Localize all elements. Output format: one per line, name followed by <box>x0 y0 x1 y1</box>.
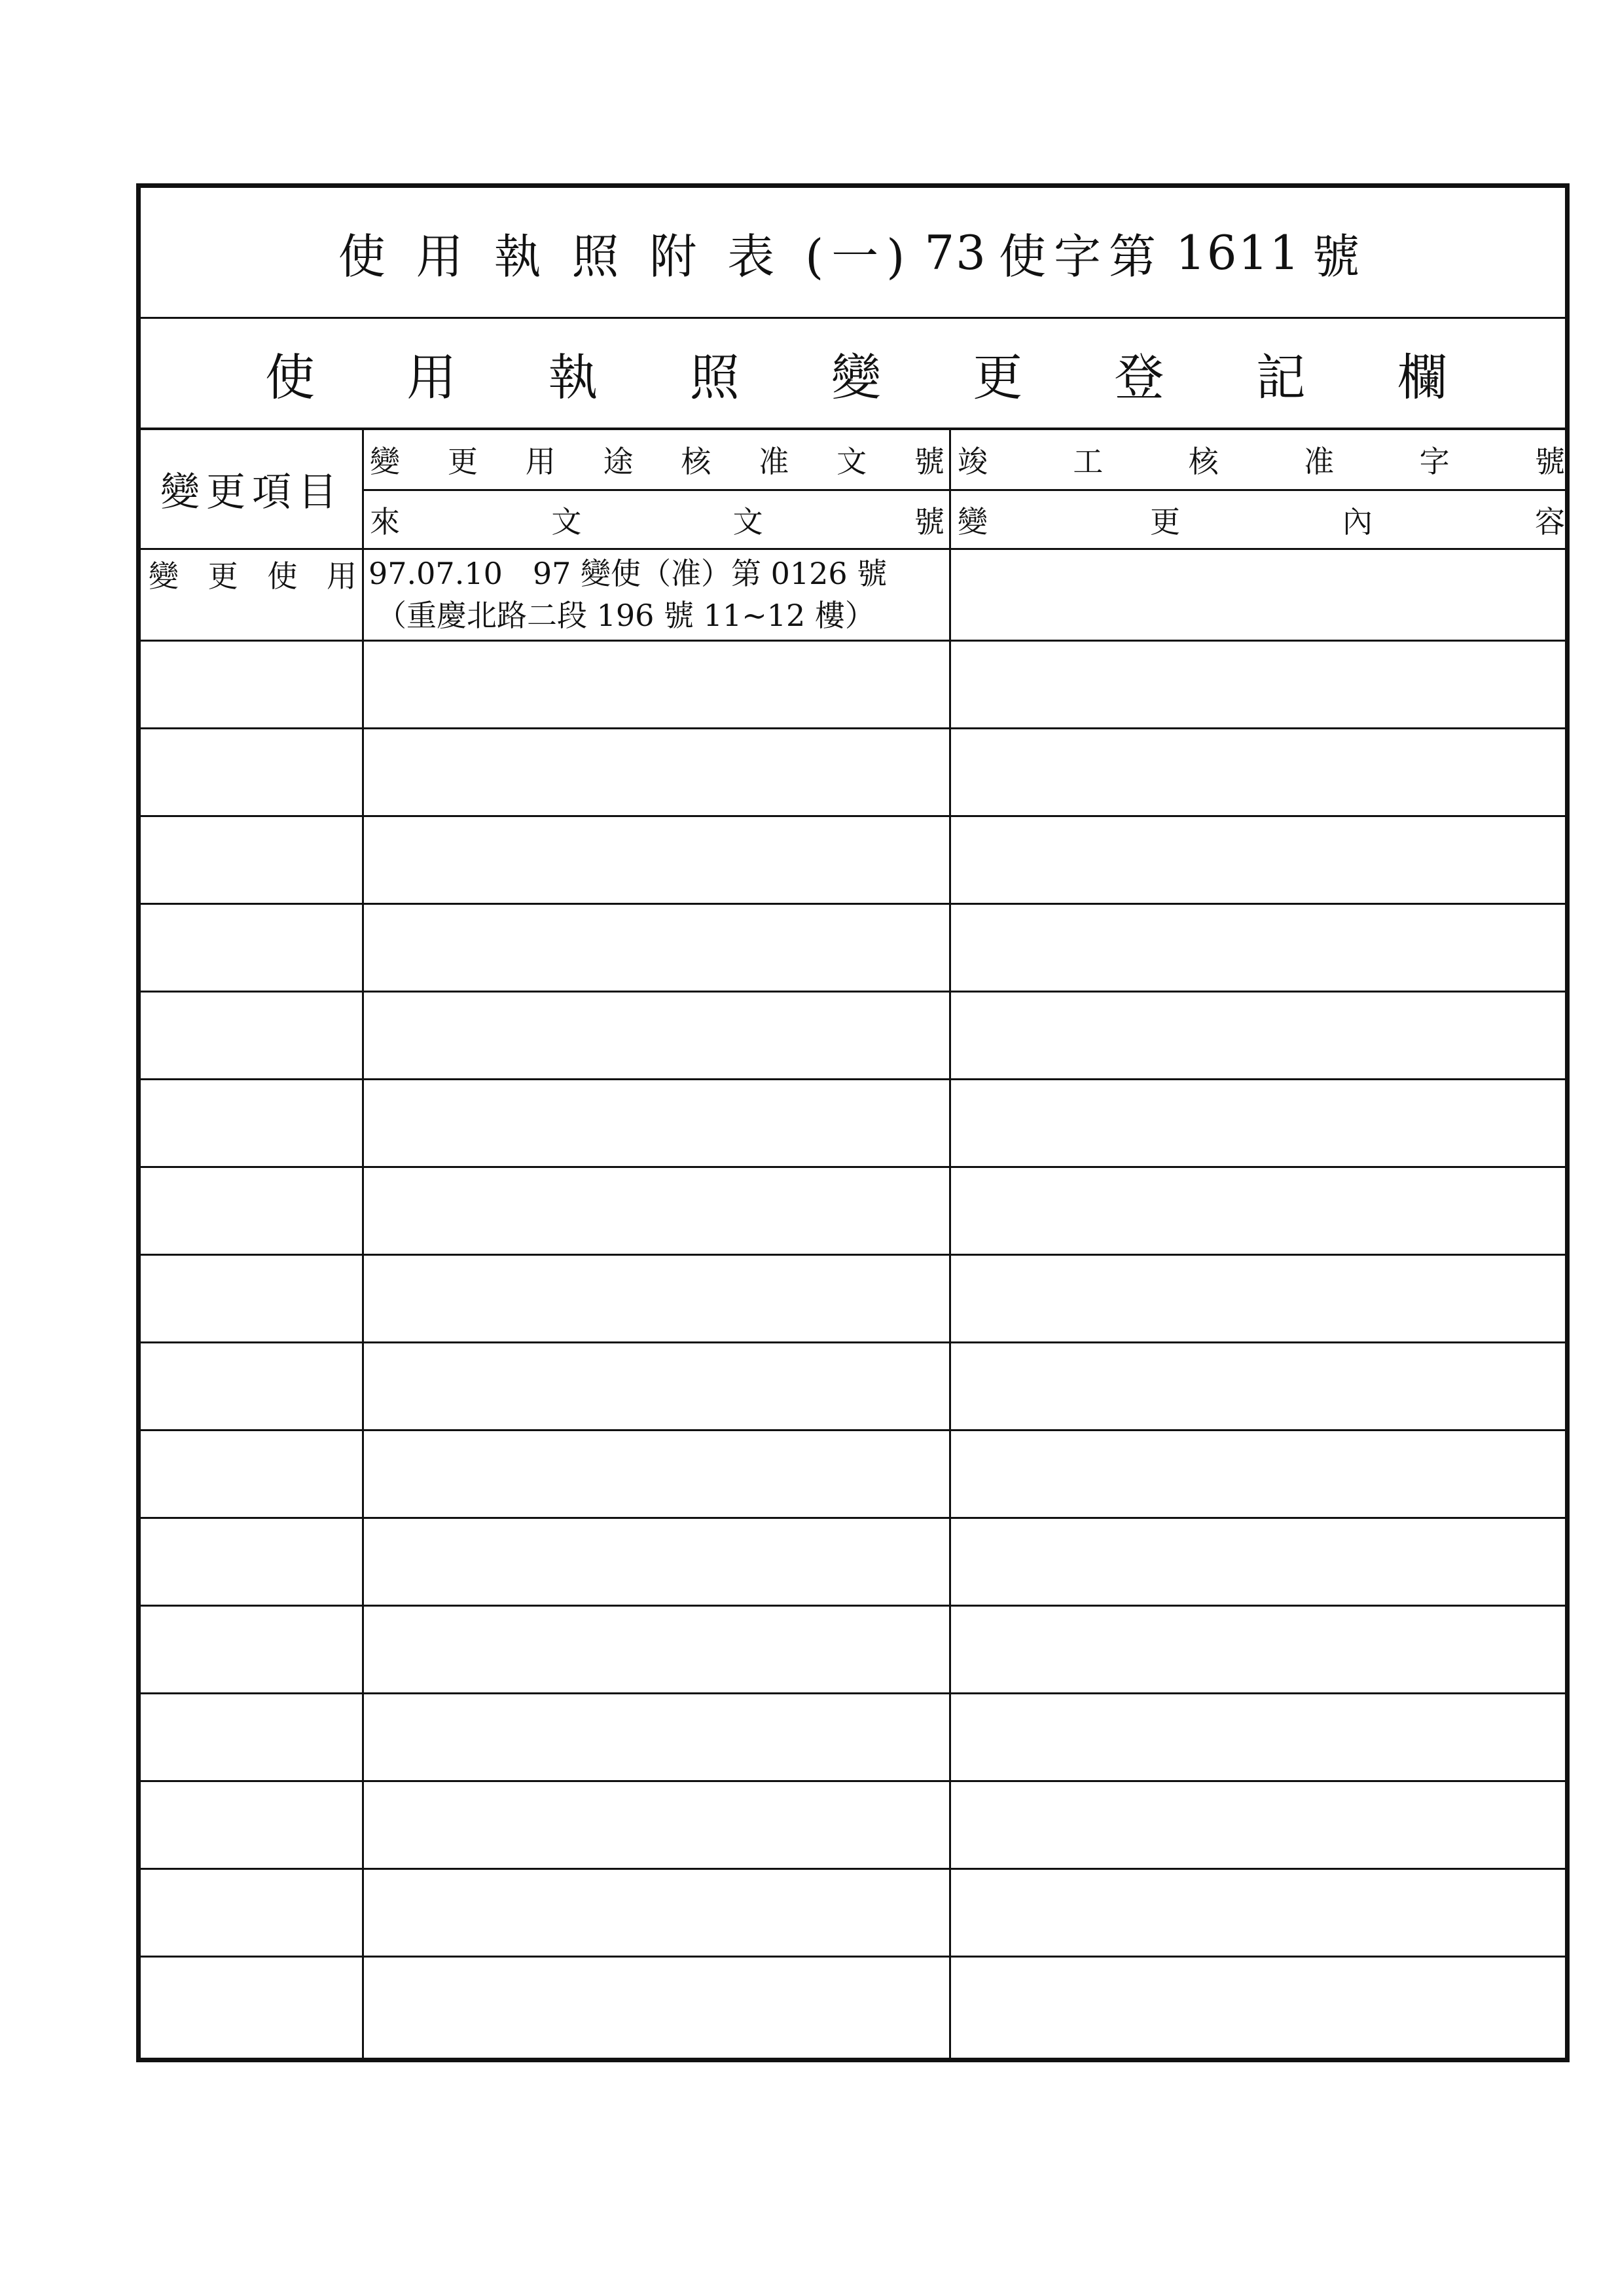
row-separator <box>141 903 1565 905</box>
row-separator <box>141 1956 1565 1958</box>
row-doc-number: 97.07.10 97 變使（准）第 0126 號 <box>369 556 888 591</box>
row-separator <box>141 1692 1565 1694</box>
row-separator <box>141 1780 1565 1782</box>
heading-char: 照 <box>689 348 740 407</box>
heading-char: 用 <box>406 348 457 407</box>
header-change-content <box>958 492 1565 548</box>
header-char: 用 <box>525 444 556 479</box>
header-char: 核 <box>1188 444 1219 479</box>
row-separator <box>141 1429 1565 1431</box>
header-approval-doc-number <box>370 431 944 488</box>
header-char: 號 <box>914 444 944 479</box>
license-year: 73 <box>924 225 987 280</box>
heading-char: 執 <box>548 348 598 407</box>
row-separator <box>141 1166 1565 1168</box>
item-char: 更 <box>207 558 238 594</box>
header-char: 內 <box>1342 504 1373 539</box>
column-divider <box>362 430 364 2058</box>
row-separator <box>141 1078 1565 1080</box>
row-separator <box>141 991 1565 993</box>
header-char: 號 <box>914 504 944 539</box>
header-char: 容 <box>1535 504 1565 539</box>
header-char: 文 <box>732 504 763 539</box>
header-char: 變 <box>958 504 988 539</box>
header-char: 文 <box>551 504 582 539</box>
header-char: 更 <box>447 444 478 479</box>
row-separator <box>141 640 1565 642</box>
heading-char: 變 <box>831 348 881 407</box>
item-char: 用 <box>326 558 357 594</box>
header-char: 工 <box>1073 444 1104 479</box>
header-char: 更 <box>1150 504 1180 539</box>
header-change-item: 變更項目 <box>160 469 344 515</box>
heading-char: 使 <box>265 348 315 407</box>
header-char: 字 <box>1419 444 1450 479</box>
title-suffix: 號 <box>1312 228 1368 284</box>
header-char: 核 <box>681 444 711 479</box>
heading-char: 更 <box>973 348 1023 407</box>
header-divider <box>362 489 1565 491</box>
header-char: 文 <box>836 444 867 479</box>
row-separator <box>141 1868 1565 1870</box>
change-registration-form <box>136 183 1570 2062</box>
row-separator <box>141 1254 1565 1256</box>
heading-char: 欄 <box>1397 348 1447 407</box>
row-separator <box>141 727 1565 729</box>
header-char: 途 <box>603 444 634 479</box>
row-change-item <box>149 555 357 594</box>
column-divider <box>949 430 951 2058</box>
header-char: 變 <box>370 444 400 479</box>
header-incoming-doc-number <box>370 492 944 548</box>
header-char: 准 <box>759 444 789 479</box>
title-prefix: 使 用 執 照 附 表 (一) <box>338 228 913 284</box>
license-number: 1611 <box>1175 225 1301 280</box>
row-doc-address: （重慶北路二段 196 號 11~12 樓） <box>376 598 875 633</box>
row-separator <box>141 1341 1565 1343</box>
heading-char: 記 <box>1255 348 1306 407</box>
header-char: 來 <box>370 504 400 539</box>
item-char: 使 <box>267 558 298 594</box>
row-separator <box>141 815 1565 817</box>
header-char: 竣 <box>958 444 988 479</box>
row-separator <box>141 548 1565 550</box>
row-separator <box>141 1517 1565 1519</box>
license-word: 使字第 <box>998 228 1164 284</box>
row-separator <box>141 1605 1565 1607</box>
header-char: 准 <box>1304 444 1335 479</box>
header-completion-approval-number <box>958 431 1565 488</box>
item-char: 變 <box>149 558 179 594</box>
heading-char: 登 <box>1114 348 1164 407</box>
header-char: 號 <box>1534 444 1565 479</box>
